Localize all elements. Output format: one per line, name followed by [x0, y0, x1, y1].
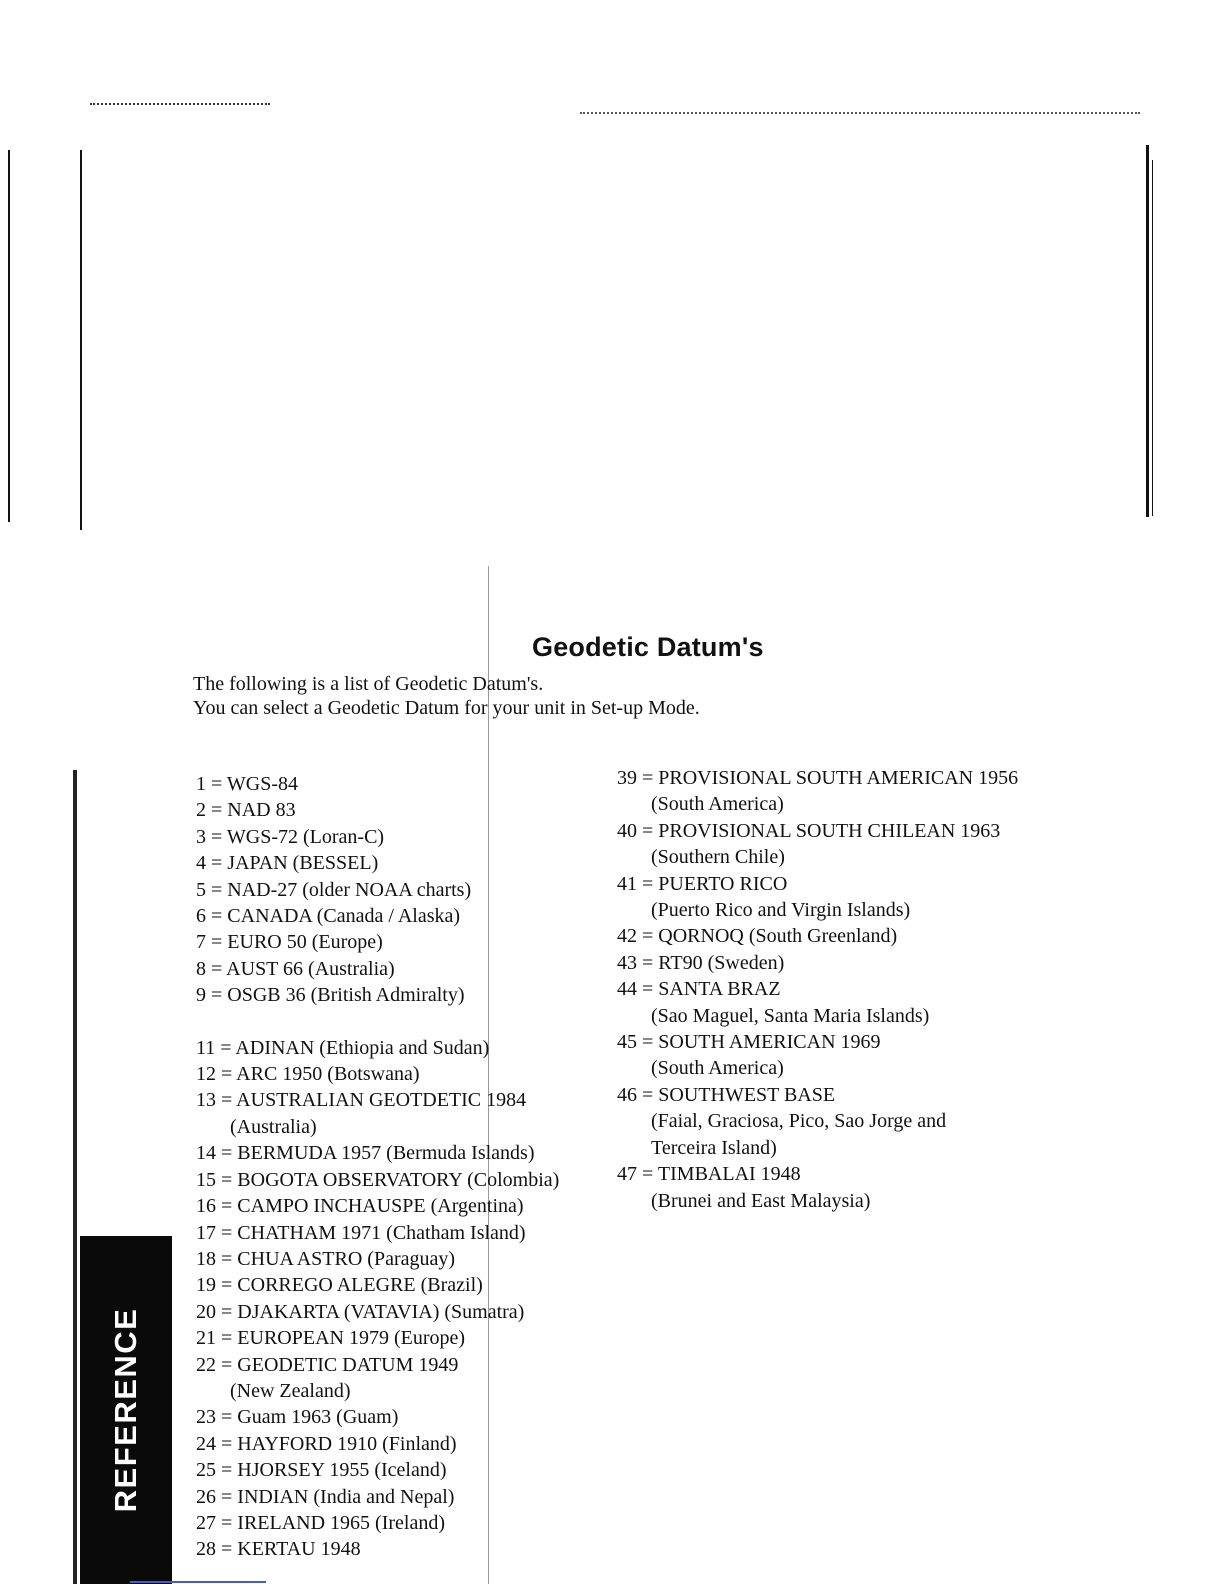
list-item: 4 = JAPAN (BESSEL) — [196, 852, 379, 875]
list-item — [617, 1082, 1018, 1161]
list-item — [617, 1029, 1018, 1082]
list-item-region-continued: Terceira Island) — [651, 1136, 777, 1159]
list-item-name: 44 = SANTA BRAZ — [617, 978, 781, 1001]
list-item-name: 22 = GEODETIC DATUM 1949 — [196, 1353, 459, 1376]
list-item-name: 39 = PROVISIONAL SOUTH AMERICAN 1956 — [617, 767, 1019, 789]
list-item — [617, 976, 1018, 1029]
list-item-region: (Australia) — [230, 1115, 317, 1138]
list-item-region: (Faial, Graciosa, Pico, Sao Jorge and — [651, 1110, 947, 1133]
list-item: 23 = Guam 1963 (Guam) — [196, 1406, 399, 1429]
scan-artifact-binding-edge — [73, 770, 77, 1584]
list-item-region: (Southern Chile) — [651, 846, 785, 869]
intro-line: You can select a Geodetic Datum for your unit in Set-up Mode. — [193, 697, 700, 719]
list-item-name: 40 = PROVISIONAL SOUTH CHILEAN 1963 — [617, 819, 1001, 842]
page-title: Geodetic Datum's — [532, 632, 764, 662]
list-item: 19 = CORREGO ALEGRE (Brazil) — [196, 1274, 483, 1297]
list-item: 2 = NAD 83 — [196, 799, 296, 822]
list-item-region: (New Zealand) — [230, 1379, 351, 1402]
list-item: 9 = OSGB 36 (British Admiralty) — [196, 984, 465, 1007]
list-item-region: (South America) — [651, 793, 784, 816]
list-item — [617, 818, 1018, 871]
list-item-name: 46 = SOUTHWEST BASE — [617, 1083, 836, 1106]
list-item: 24 = HAYFORD 1910 (Finland) — [196, 1432, 457, 1455]
list-item: 20 = DJAKARTA (VATAVIA) (Sumatra) — [196, 1300, 525, 1323]
list-item: 5 = NAD-27 (older NOAA charts) — [196, 878, 472, 901]
list-item: 14 = BERMUDA 1957 (Bermuda Islands) — [196, 1142, 535, 1165]
list-item: 3 = WGS-72 (Loran-C) — [196, 825, 385, 848]
list-item: 26 = INDIAN (India and Nepal) — [196, 1485, 455, 1508]
list-item-name: 13 = AUSTRALIAN GEOTDETIC 1984 — [196, 1089, 527, 1112]
section-tab-reference — [80, 1236, 172, 1584]
list-item-region: (Puerto Rico and Virgin Islands) — [651, 899, 911, 922]
list-item: 12 = ARC 1950 (Botswana) — [196, 1063, 420, 1086]
scan-artifact-left-bar — [8, 150, 10, 522]
list-item — [617, 871, 1018, 924]
list-item — [196, 1087, 559, 1140]
list-item: 11 = ADINAN (Ethiopia and Sudan) — [196, 1036, 490, 1059]
list-item — [196, 1352, 559, 1405]
list-item: 15 = BOGOTA OBSERVATORY (Colombia) — [196, 1168, 560, 1191]
list-item: 25 = HJORSEY 1955 (Iceland) — [196, 1459, 447, 1482]
list-item: 28 = KERTAU 1948 — [196, 1538, 361, 1561]
scan-artifact-top-dashes-right — [580, 112, 1140, 114]
list-gap — [196, 1009, 559, 1035]
scan-artifact-right-thin-bar — [1152, 160, 1153, 516]
intro-text — [193, 672, 700, 720]
bottom-rule — [130, 1581, 266, 1583]
section-tab-label: REFERENCE — [108, 1307, 143, 1513]
list-item-region: (Brunei and East Malaysia) — [651, 1189, 871, 1212]
list-item-name: 47 = TIMBALAI 1948 — [617, 1163, 801, 1186]
list-item-region: (Sao Maguel, Santa Maria Islands) — [651, 1004, 930, 1027]
list-item: 6 = CANADA (Canada / Alaska) — [196, 905, 461, 928]
list-item — [617, 1161, 1018, 1214]
list-item: 16 = CAMPO INCHAUSPE (Argentina) — [196, 1195, 524, 1218]
list-item: 27 = IRELAND 1965 (Ireland) — [196, 1511, 445, 1534]
list-item: 17 = CHATHAM 1971 (Chatham Island) — [196, 1221, 526, 1244]
scan-artifact-left-inner-bar — [80, 150, 82, 530]
list-item: 43 = RT90 (Sweden) — [617, 951, 785, 974]
list-item: 8 = AUST 66 (Australia) — [196, 957, 395, 980]
scan-artifact-right-bar — [1146, 145, 1149, 517]
list-item-region: (South America) — [651, 1057, 784, 1080]
list-item: 7 = EURO 50 (Europe) — [196, 931, 383, 954]
list-item: 1 = WGS-84 — [196, 773, 299, 795]
list-item: 42 = QORNOQ (South Greenland) — [617, 925, 898, 948]
intro-line: The following is a list of Geodetic Datum's. — [193, 673, 544, 695]
list-item: 21 = EUROPEAN 1979 (Europe) — [196, 1327, 466, 1350]
datum-list-left — [196, 771, 559, 1563]
list-item — [617, 765, 1018, 818]
list-item-name: 45 = SOUTH AMERICAN 1969 — [617, 1031, 881, 1054]
list-item-name: 41 = PUERTO RICO — [617, 872, 788, 895]
list-item: 18 = CHUA ASTRO (Paraguay) — [196, 1247, 456, 1270]
scan-artifact-top-dashes — [90, 103, 270, 105]
datum-list-right — [617, 765, 1018, 1214]
